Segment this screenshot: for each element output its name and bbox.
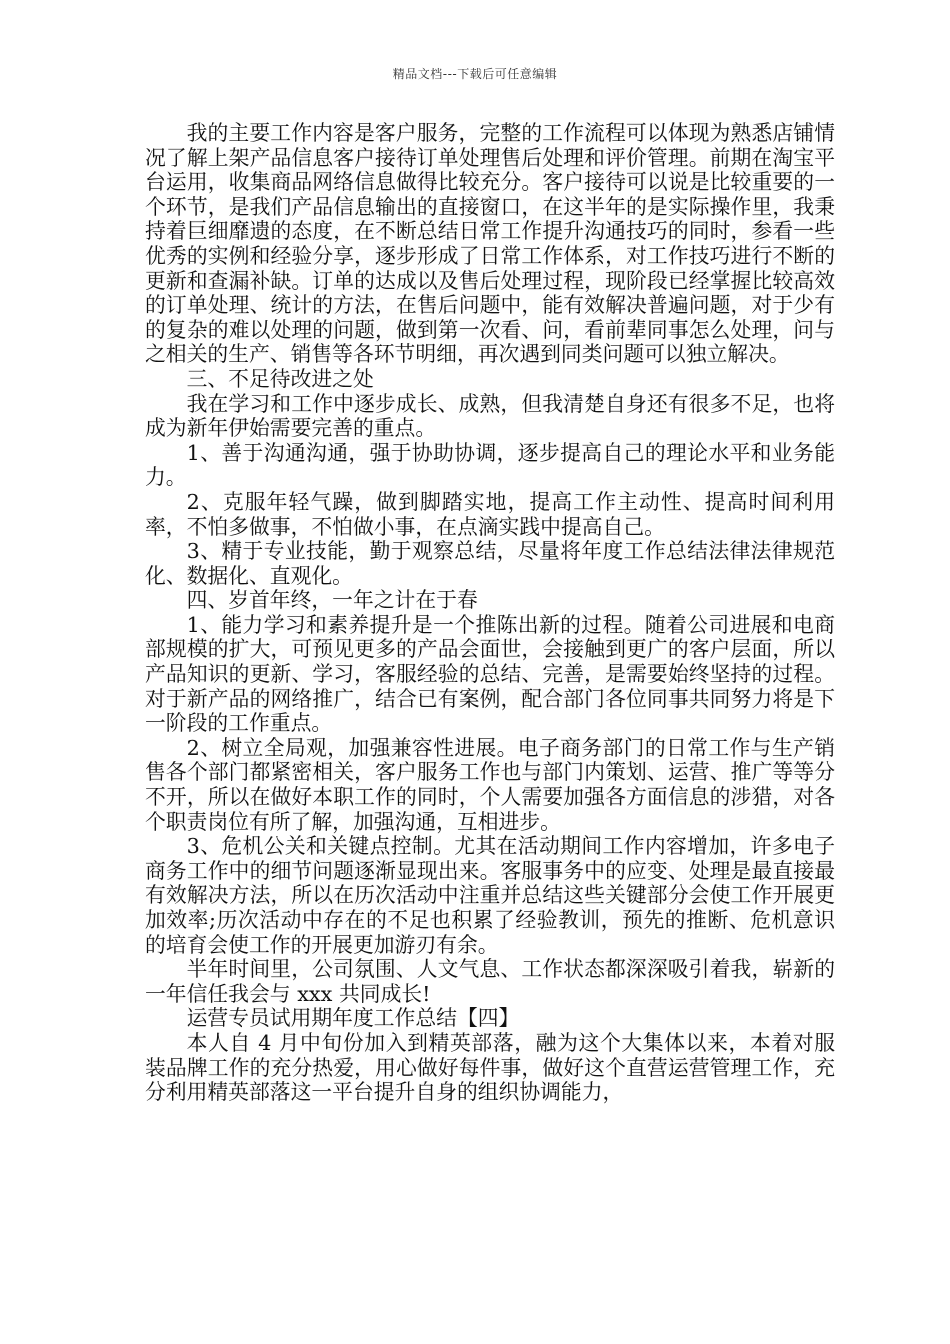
- paragraph: 本人自 4 月中旬份加入到精英部落，融为这个大集体以来，本着对服装品牌工作的充分热爱，用心做好每件事，做好这个直营运营管理工作，充分利用精英部落这一平台提升自身的组织协调能力，: [145, 1030, 835, 1105]
- page-header: 精品文档---下载后可任意编辑: [392, 67, 558, 81]
- list-item: 2、树立全局观，加强兼容性进展。电子商务部门的日常工作与生产销售各个部门都紧密相关，客户服务工作也与部门内策划、运营、推广等等分不开，所以在做好本职工作的同时，个人需要加强各方面信息的涉猎，对各个职责岗位有所了解，加强沟通，互相进步。: [145, 735, 835, 834]
- document-body: [145, 121, 835, 1105]
- list-item: 1、能力学习和素养提升是一个推陈出新的过程。随着公司进展和电商部规模的扩大，可预见更多的产品会面世，会接触到更广的客户层面，所以产品知识的更新、学习，客服经验的总结、完善，是需要始终坚持的过程。对于新产品的网络推广，结合已有案例，配合部门各位同事共同努力将是下一阶段的工作重点。: [145, 612, 835, 736]
- list-item: 3、精于专业技能，勤于观察总结，尽量将年度工作总结法律法律规范化、数据化、直观化。: [145, 539, 835, 588]
- list-item: 2、克服年轻气躁，做到脚踏实地，提高工作主动性、提高时间利用率，不怕多做事，不怕做小事，在点滴实践中提高自己。: [145, 489, 835, 539]
- paragraph: 半年时间里，公司氛围、人文气息、工作状态都深深吸引着我，崭新的一年信任我会与 xxx 共同成长!: [145, 957, 835, 1006]
- section-heading: 四、岁首年终，一年之计在于春: [186, 588, 478, 613]
- paragraph: 我在学习和工作中逐步成长、成熟，但我清楚自身还有很多不足，也将成为新年伊始需要完善的重点。: [145, 391, 835, 441]
- list-item: 1、善于沟通沟通，强于协助协调，逐步提高自己的理论水平和业务能力。: [145, 440, 835, 490]
- paragraph: 我的主要工作内容是客户服务，完整的工作流程可以体现为熟悉店铺情况了解上架产品信息客户接待订单处理售后处理和评价管理。前期在淘宝平台运用，收集商品网络信息做得比较充分。客户接待可以说是比较重要的一个环节，是我们产品信息输出的直接窗口，在这半年的是实际操作里，我秉持着巨细靡遗的态度，在不断总结日常工作提升沟通技巧的同时，参看一些优秀的实例和经验分享，逐步形成了日常工作体系，对工作技巧进行不断的更新和查漏补缺。订单的达成以及售后处理过程，现阶段已经掌握比较高效的订单处理、统计的方法，在售后问题中，能有效解决普遍问题，对于少有的复杂的难以处理的问题，做到第一次看、问，看前辈同事怎么处理，问与之相关的生产、销售等各环节明细，再次遇到同类问题可以独立解决。: [145, 121, 835, 367]
- section-heading: 三、不足待改进之处: [186, 366, 374, 391]
- list-item: 3、危机公关和关键点控制。尤其在活动期间工作内容增加，许多电子商务工作中的细节问题逐渐显现出来。客服事务中的应变、处理是最直接最有效解决方法，所以在历次活动中注重并总结这些关键部分会使工作开展更加效率;历次活动中存在的不足也积累了经验教训，预先的推断、危机意识的培育会使工作的开展更加游刃有余。: [145, 834, 835, 957]
- section-heading: 运营专员试用期年度工作总结【四】: [186, 1006, 520, 1031]
